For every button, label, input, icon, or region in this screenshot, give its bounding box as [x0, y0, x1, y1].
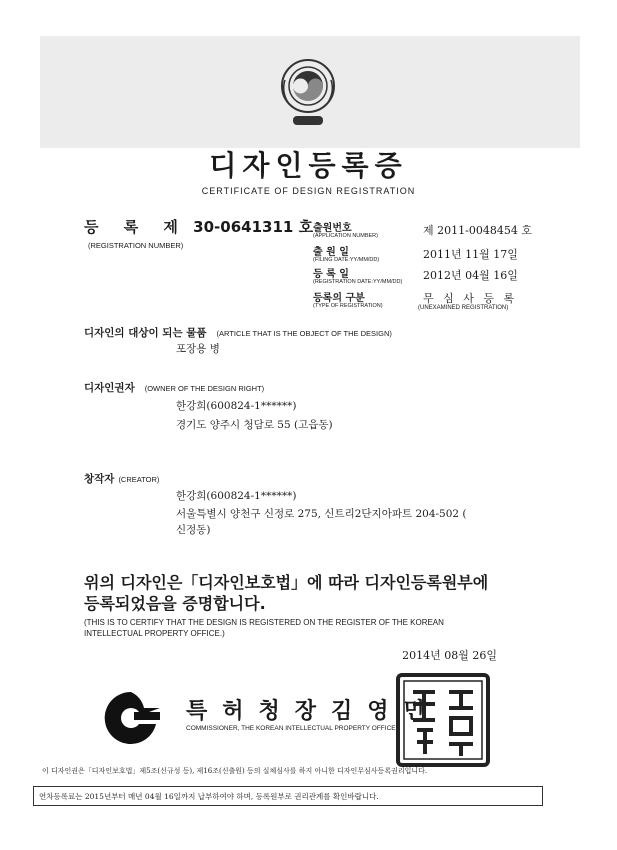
- certification-text-en-1: (THIS IS TO CERTIFY THAT THE DESIGN IS REGISTERED ON THE REGISTER OF THE KOREAN: [84, 618, 444, 627]
- owner-label-row: [84, 380, 264, 395]
- commissioner-title-en: COMMISSIONER, THE KOREAN INTELLECTUAL PROPERTY OFFICE: [186, 725, 396, 732]
- certification-text-en-2: INTELLECTUAL PROPERTY OFFICE.): [84, 629, 225, 638]
- owner-label: 디자인권자: [84, 382, 135, 394]
- certification-text-ko-2: 등록되었음을 증명합니다.: [84, 594, 266, 613]
- issue-date: 2014년 08월 26일: [402, 649, 497, 662]
- creator-label-en: (CREATOR): [118, 475, 160, 484]
- filing-date-label: 출 원 일 (FILING DATE:YY/MM/DD): [313, 247, 380, 263]
- certification-text-ko-1: 위의 디자인은「디자인보호법」에 따라 디자인등록원부에: [84, 573, 489, 592]
- official-seal-stamp: [395, 672, 491, 768]
- kipo-logo-icon: [98, 688, 164, 744]
- owner-name: 한강희(600824-1******): [176, 400, 297, 412]
- registration-suffix: 호: [298, 218, 314, 236]
- document-title: 디자인등록증: [209, 149, 408, 182]
- registration-type-label: 등록의 구분 (TYPE OF REGISTRATION): [313, 293, 383, 309]
- annual-fee-notice: 연차등록료는 2015년부터 매년 04월 16일까지 납부하여야 하며, 등록원부로 권리관계를 확인바랍니다.: [33, 786, 543, 806]
- registration-type-value: 무 심 사 등 록: [423, 292, 518, 305]
- government-emblem-icon: [273, 52, 343, 132]
- creator-address-line1: 서울특별시 양천구 신정로 275, 신트리2단지아파트 204-502 (: [176, 508, 467, 520]
- article-value: 포장용 병: [176, 343, 220, 355]
- creator-name: 한강희(600824-1******): [176, 490, 297, 502]
- commissioner-name: 특허청장김영민: [186, 699, 440, 724]
- application-number-value: 제 2011-0048454 호: [423, 224, 532, 237]
- article-label-row: [84, 325, 392, 340]
- filing-date-value: 2011년 11월 17일: [423, 248, 518, 261]
- registration-number: 30-0641311: [193, 218, 294, 236]
- document-subtitle: CERTIFICATE OF DESIGN REGISTRATION: [201, 186, 416, 196]
- legal-footnote: 이 디자인권은「디자인보호법」제5조(신규성 등), 제16조(신출원) 등의 실체심사를 하지 아니한 디자인무심사등록권리입니다.: [42, 767, 428, 775]
- application-number-label: 출원번호 (APPLICATION NUMBER): [313, 223, 378, 239]
- article-label: 디자인의 대상이 되는 물품: [84, 327, 207, 339]
- owner-address: 경기도 양주시 청담로 55 (고읍동): [176, 419, 333, 431]
- article-label-en: (ARTICLE THAT IS THE OBJECT OF THE DESIGN): [216, 329, 392, 338]
- registration-label: 등 록 제: [84, 218, 188, 236]
- registration-type-value-en: (UNEXAMINED REGISTRATION): [418, 305, 509, 311]
- registration-date-label: 등 록 일 (REGISTRATION DATE:YY/MM/DD): [313, 269, 403, 285]
- creator-address-line2: 신정동): [176, 524, 211, 536]
- owner-label-en: (OWNER OF THE DESIGN RIGHT): [144, 384, 265, 393]
- registration-label-en: (REGISTRATION NUMBER): [88, 241, 184, 250]
- creator-label-row: [84, 471, 159, 486]
- registration-date-value: 2012년 04월 16일: [423, 269, 518, 282]
- creator-label: 창작자: [84, 473, 115, 485]
- registration-number-row: [84, 216, 313, 237]
